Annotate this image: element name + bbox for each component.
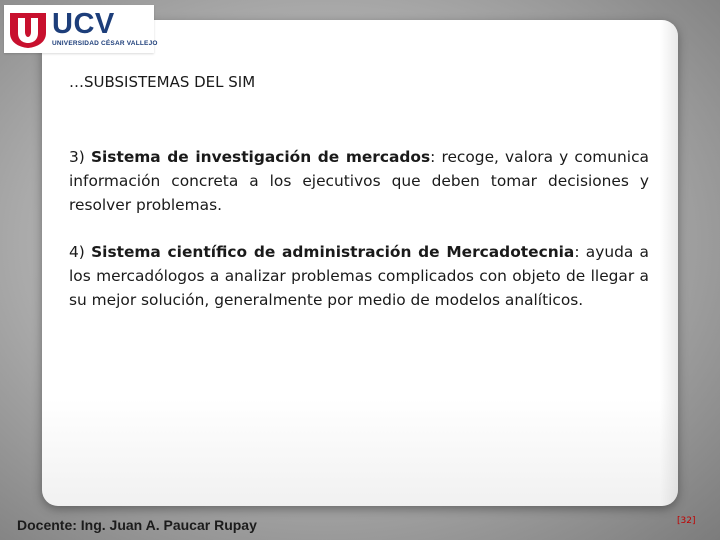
- ucv-logo: [4, 5, 158, 53]
- logo-name: UCV: [52, 8, 115, 40]
- item-prefix: 4): [69, 243, 92, 261]
- item-term: Sistema de investigación de mercados: [90, 148, 431, 166]
- slide-number: [32]: [677, 516, 696, 526]
- paragraph-item-3: [69, 145, 649, 217]
- logo-subtitle: UNIVERSIDAD CÉSAR VALLEJO: [52, 40, 158, 47]
- paragraph-item-4: [69, 240, 649, 312]
- item-term: Sistema científico de administración de Mercadotecnia: [91, 243, 575, 261]
- ucv-shield-icon: [8, 11, 48, 49]
- slide-title: …SUBSISTEMAS DEL SIM: [69, 73, 256, 91]
- footer-docente: Docente: Ing. Juan A. Paucar Rupay: [17, 517, 257, 533]
- item-prefix: 3): [69, 148, 91, 166]
- item-text: : ayuda a los mercadólogos a analizar problemas complicados con objeto de llegar a su mejor solución, generalmente por medio de modelos analíticos.: [69, 243, 649, 309]
- item-text: : recoge, valora y comunica información concreta a los ejecutivos que deben tomar decisiones y resolver problemas.: [69, 148, 649, 214]
